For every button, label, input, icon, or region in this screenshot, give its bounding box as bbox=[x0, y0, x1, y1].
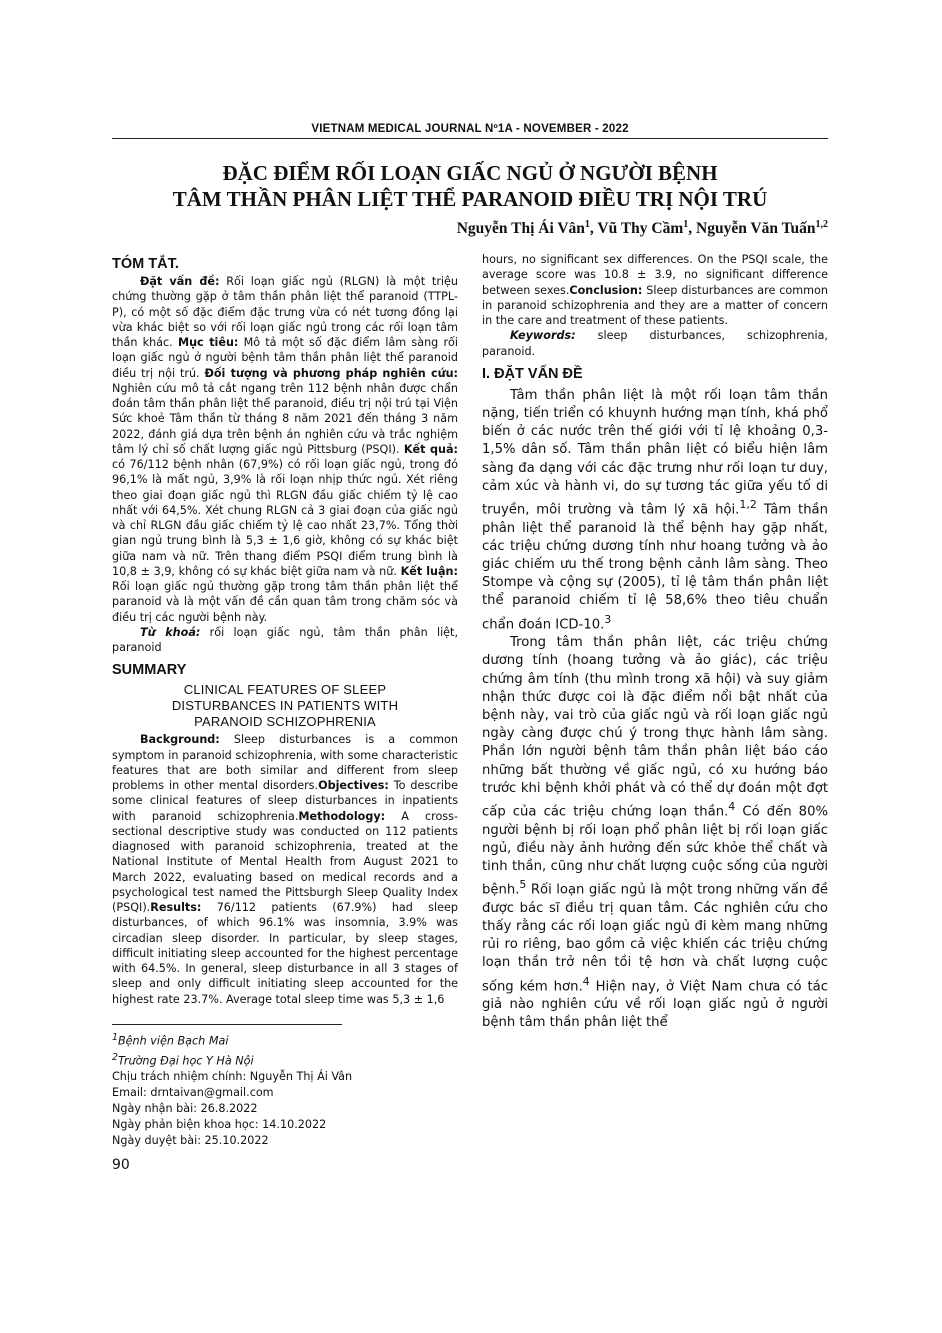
intro-paragraph-1: Tâm thần phân liệt là một rối loạn tâm thần nặng, tiến triển có khuynh hướng mạn tính, khá phổ biến ở các nước trên thế giới với tỉ lệ khoảng 0,3-1,5% dân số. Tâm thần phân liệt có biểu hiện lâm sàng đa dạng với các đặc trưng như rối loạn tư duy, cảm xúc và hành vi, do sự tương tác giữa yếu tố di truyền, môi trường và tâm lý xã hội.$^{1,2}$ Tâm thần phân liệt thể paranoid là thể bệnh hay gặp nhất, các triệu chứng dương tính như hoang tưởng và ảo giác chiếm ưu thế trong bệnh cảnh lâm sàng. Theo Stompe và cộng sự (2005), tỉ lệ tâm thần phân liệt thể paranoid chiếm tỉ lệ 58,6% theo tiêu chuẩn chẩn đoán ICD-10.$^3$ bbox=[482, 387, 828, 632]
introduction-body bbox=[482, 387, 828, 1033]
author-3-affiliation: 1,2 bbox=[815, 219, 828, 230]
author-2: Vũ Thy Cầm bbox=[597, 220, 684, 238]
author-1-affiliation: 1 bbox=[584, 219, 590, 230]
journal-running-header: VIETNAM MEDICAL JOURNAL Nº1A - NOVEMBER - 2022 bbox=[311, 123, 629, 135]
summary-en-body: Background: Sleep disturbances is a common symptom in paranoid schizophrenia, with some characteristic features that are both similar and different from sleep problems in other mental disorders.Objectives: To describe some clinical features of sleep disturbances in inpatients with paranoid schizophrenia.Methodology: A cross-sectional descriptive study was conducted on 112 patients diagnosed with paranoid schizophrenia, treated at the National Institute of Mental Health from August 2021 to March 2022, evaluating based on medical records and a psychological test named the Pittsburgh Sleep Quality Index (PSQI).Results: 76/112 patients (67.9%) had sleep disturbances, of which 96.1% was insomnia, 3.9% was circadian sleep disorder. In particular, by sleep stages, difficult initiating sleep accounted for the highest percentage with 64.5%. In general, sleep disturbance in all 3 stages of sleep and only difficult initiating sleep accounted for the highest rate 23.7%. Average total sleep time was 5,3 ± 1,6 bbox=[112, 733, 459, 1006]
summary-heading: SUMMARY bbox=[112, 662, 187, 679]
footnotes bbox=[112, 1030, 458, 1149]
right-column bbox=[482, 252, 828, 1140]
footnote-rule bbox=[112, 1024, 342, 1025]
header-rule bbox=[112, 138, 828, 139]
author-list: Nguyễn Thị Ái Vân$^1$, Vũ Thy Cầm$^1$, Nguyễn Văn Tuấn$^{1,2}$ bbox=[456, 219, 828, 238]
abstract-vi-heading: TÓM TẮT. bbox=[112, 256, 179, 272]
title-line-1: ĐẶC ĐIỂM RỐI LOẠN GIẤC NGỦ Ở NGƯỜI BỆNH bbox=[222, 161, 718, 185]
date-received: Ngày nhận bài: 26.8.2022 bbox=[112, 1102, 258, 1116]
page-number: 90 bbox=[112, 1157, 130, 1173]
introduction-heading: I. ĐẶT VẤN ĐỀ bbox=[482, 365, 583, 382]
title-line-2: TÂM THẦN PHÂN LIỆT THỂ PARANOID ĐIỀU TRỊ NỘI TRÚ bbox=[172, 187, 768, 211]
left-column bbox=[112, 255, 458, 1007]
article-title bbox=[112, 160, 828, 212]
summary-en-keywords: Keywords: sleep disturbances, schizophrenia, paranoid. bbox=[482, 329, 828, 358]
date-reviewed: Ngày phản biện khoa học: 14.10.2022 bbox=[112, 1118, 327, 1132]
author-2-affiliation: 1 bbox=[683, 219, 689, 230]
intro-paragraph-2: Trong tâm thần phân liệt, các triệu chứng dương tính (hoang tưởng và ảo giác), các triệu chứng âm tính (thu mình trong xã hội) và suy giảm nhận thức được coi là đặc điểm nổi bật nhất của bệnh này, vai trò của giấc ngủ và rối loạn giấc ngủ ngày càng được chú ý trong thực hành lâm sàng. Phần lớn người bệnh tâm thần phân liệt báo cáo những bất thường về giấc ngủ, có xu hướng báo trước khi bệnh khởi phát và có thể dự đoán một đợt cấp của các triệu chứng loạn thần.$^4$ Có đến 80% người bệnh bị rối loạn phổ phân liệt bị rối loạn giấc ngủ, điều này ảnh hưởng đến sức khỏe thể chất và tinh thần, cũng như chất lượng cuộc sống của người bệnh.$^5$ Rối loạn giấc ngủ là một trong những vấn đề được bác sĩ điều trị quan tâm. Các nghiên cứu cho thấy rằng các rối loạn giấc ngủ đi kèm mang những rủi ro riêng, bao gồm cả việc khiến các triệu chứng loạn thần trở nên tồi tệ hơn và chất lượng cuộc sống kém hơn.$^4$ Hiện nay, ở Việt Nam chưa có tác giả nào nghiên cứu về rối loạn giấc ngủ ở người bệnh tâm thần phân liệt thể bbox=[482, 635, 828, 1031]
date-accepted: Ngày duyệt bài: 25.10.2022 bbox=[112, 1134, 269, 1148]
summary-en-body-continued: hours, no significant sex differences. On the PSQI scale, the average score was 10.8 ± 3.9, no significant difference between sexes.Conclusion: Sleep disturbances are common in paranoid schizophrenia and they are a matter of concern in the care and treatment of these patients. bbox=[482, 253, 828, 327]
summary-english-title: CLINICAL FEATURES OF SLEEP DISTURBANCES IN PATIENTS WITH PARANOID SCHIZOPHRENIA bbox=[171, 682, 399, 730]
affiliation-2: $^2$Trường Đại học Y Hà Nội bbox=[112, 1051, 254, 1068]
abstract-vi-body: Đặt vấn đề: Rối loạn giấc ngủ (RLGN) là một triệu chứng thường gặp ở tâm thần phân liệt thể paranoid (TTPL-P), có một số đặc điểm đặc trưng vừa có nét tương đồng lại vừa khác biệt so với rối loạn giấc ngủ trong các rối loạn tâm thần khác. Mục tiêu: Mô tả một số đặc điểm lâm sàng rối loạn giấc ngủ ở người bệnh tâm thần phân liệt thể paranoid điều trị nội trú. Đối tượng và phương pháp nghiên cứu: Nghiên cứu mô tả cắt ngang trên 112 bệnh nhân được chẩn đoán tâm thần phân liệt thể paranoid, điều trị nội trú tại Viện Sức khoẻ Tâm thần từ tháng 8 năm 2021 đến tháng 3 năm 2022, đánh giá dựa trên bệnh án nghiên cứu và trắc nghiệm tâm lý chỉ số chất lượng giấc ngủ Pittsburg (PSQI). Kết quả: có 76/112 bệnh nhân (67,9%) có rối loạn giấc ngủ, trong đó 96,1% là mất ngủ, 3,9% là rối loạn nhịp thức ngủ. Xét riêng theo giai đoạn giấc ngủ thì RLGN đầu giấc chiếm tỷ lệ cao nhất với 64,5%. Xét chung RLGN cả 3 giai đoạn của giấc ngủ và chỉ RLGN đầu giấc chiếm tỷ lệ cao nhất 23,7%. Tổng thời gian ngủ trung bình là 5,3 ± 1,6 giờ, không có sự khác biệt giữa nam và nữ. Trên thang điểm PSQI điểm trung bình là 10,8 ± 3,9, không có sự khác biệt giữa nam và nữ. Kết luận: Rối loạn giấc ngủ thường gặp trong tâm thần phân liệt thể paranoid và là một vấn đề cần quan tâm trong chăm sóc và điều trị các người bệnh này. bbox=[112, 275, 459, 624]
corresponding-email: Email: drntaivan@gmail.com bbox=[112, 1086, 274, 1100]
affiliation-1: $^1$Bệnh viện Bạch Mai bbox=[112, 1032, 229, 1048]
corresponding-author: Chịu trách nhiệm chính: Nguyễn Thị Ái Vân bbox=[112, 1070, 353, 1084]
abstract-vi-keywords: Từ khoá: rối loạn giấc ngủ, tâm thần phân liệt, paranoid bbox=[112, 625, 459, 654]
author-1: Nguyễn Thị Ái Vân bbox=[456, 220, 585, 238]
author-3: Nguyễn Văn Tuấn bbox=[696, 220, 816, 238]
